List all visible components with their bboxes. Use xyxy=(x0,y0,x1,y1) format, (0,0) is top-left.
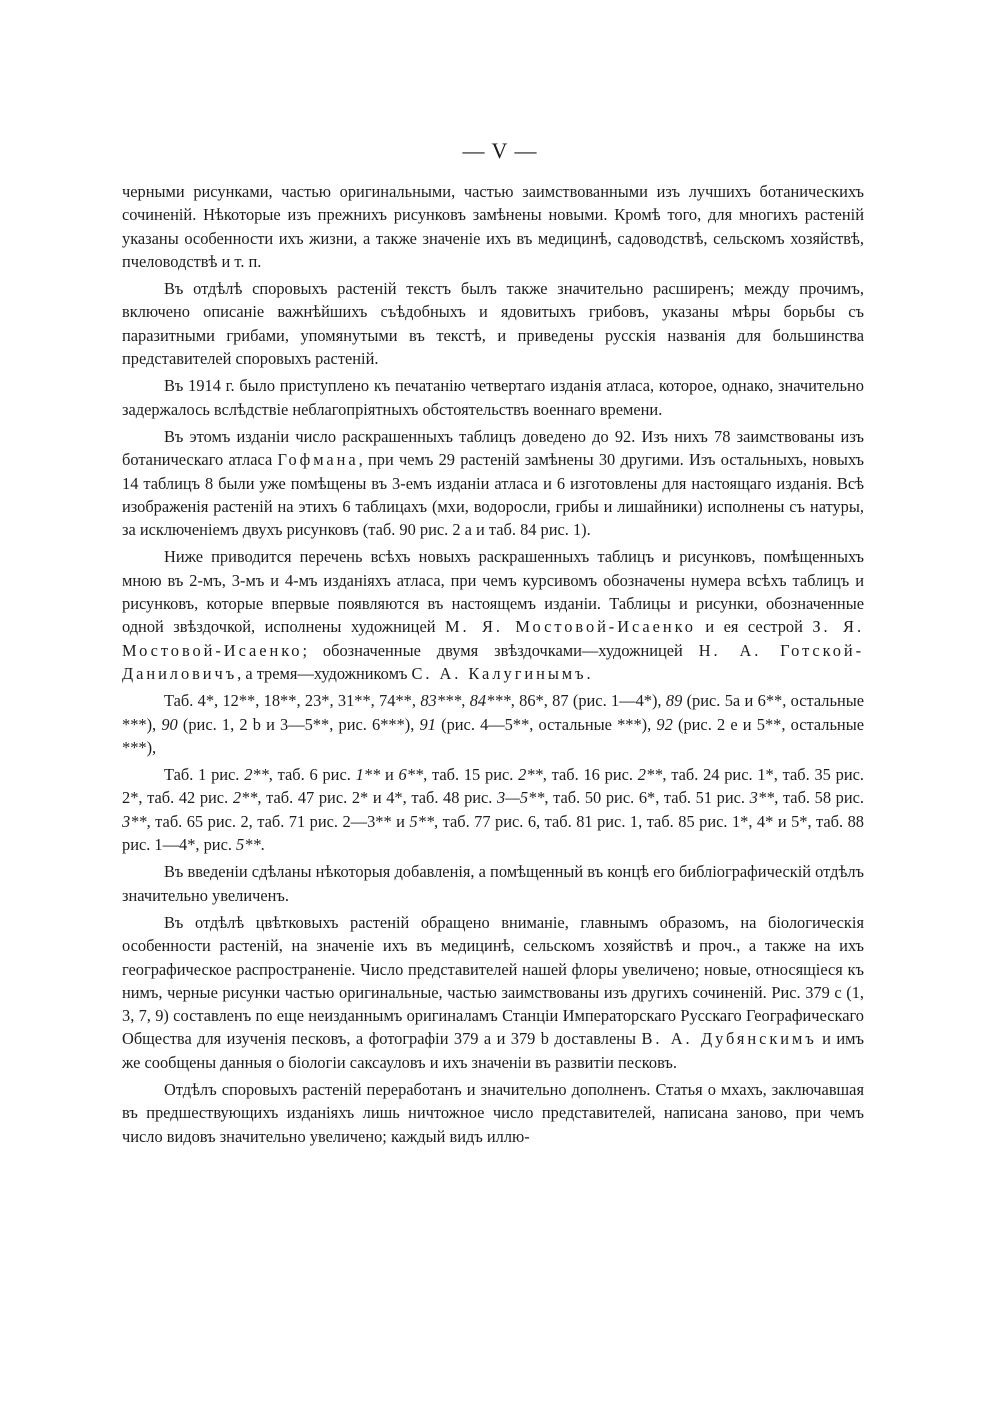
italic-run: 1** xyxy=(355,765,381,785)
text-run: , а тремя—художникомъ xyxy=(237,663,412,683)
spaced-name: Н. А. Готской-Даниловичъ xyxy=(122,640,864,683)
spaced-name: З. Я. Мостовой-Исаенко xyxy=(122,617,864,660)
italic-run: 3** xyxy=(122,811,147,831)
text-run: , xyxy=(461,691,470,711)
text-run: Въ этомъ изданіи число раскрашенныхъ таблицъ доведено до 92. Изъ нихъ 78 заимствованы изъ ботаническаго атласа xyxy=(122,426,864,470)
text-run: , при чемъ 29 растеній замѣнены 30 другими. Изъ остальныхъ, новыхъ 14 таблицъ 8 были уже помѣщены въ 3-емъ изданіи атласа и 6 изготовлены для настоящаго изданія. Всѣ изображенія растеній на этихъ 6 таблицахъ (мхи, водоросли, грибы и лишайники) исполнены съ натуры, за исключеніемъ двухъ рисунковъ (таб. 90 рис. 2 а и таб. 84 рис. 1). xyxy=(122,450,864,540)
italic-run: 89 xyxy=(665,691,683,711)
italic-run: 2** xyxy=(232,788,258,808)
paragraph-3: Въ 1914 г. было приступлено къ печатанію четвертаго изданія атласа, которое, однако, значительно задержалось вслѣдствіе неблагопріятныхъ обстоятельствъ военнаго времени. xyxy=(122,376,864,419)
text-run: и xyxy=(380,765,399,785)
italic-run: 3—5** xyxy=(497,788,545,808)
page-number: — V — xyxy=(462,138,538,163)
italic-run: 3** xyxy=(749,788,775,808)
text-run: . xyxy=(586,663,591,683)
text-run: (рис. 1, 2 b и 3—5**, рис. 6***), xyxy=(177,714,420,734)
text-run: , 86*, 87 (рис. 1—4*), xyxy=(510,691,666,711)
text-run: , таб. 65 рис. 2, таб. 71 рис. 2—3** и xyxy=(146,811,410,831)
paragraph-7 xyxy=(122,763,864,856)
spaced-name: М. Я. Мостовой-Исаенко xyxy=(445,617,696,637)
italic-run: 84*** xyxy=(469,691,511,711)
paragraph-10: Отдѣлъ споровыхъ растеній переработанъ и значительно дополненъ. Статья о мхахъ, заключавшая въ предшествующихъ изданіяхъ лишь ничтожное число представителей, написана заново, при чемъ число видовъ значительно увеличено; каждый видъ иллю- xyxy=(122,1079,864,1146)
text-run: , таб. 47 рис. 2* и 4*, таб. 48 рис. xyxy=(257,788,498,808)
body-text xyxy=(122,180,864,1152)
text-run: , таб. 15 рис. xyxy=(423,765,519,785)
paragraph-2: Въ отдѣлѣ споровыхъ растеній текстъ былъ также значительно расширенъ; между прочимъ, включено описаніе важнѣйшихъ съѣдобныхъ и ядовитыхъ грибовъ, указаны мѣры борьбы съ паразитными грибами, упомянутыми въ текстѣ, и приведены русскія названія для большинства представителей споровыхъ растеній. xyxy=(122,279,864,369)
spaced-name: С. А. Калугинымъ xyxy=(411,663,587,683)
paragraph-9 xyxy=(122,911,864,1074)
paragraph-4 xyxy=(122,425,864,541)
text-run: ; обозначенные двумя звѣздочками—художницей xyxy=(302,640,699,660)
italic-run: 2** xyxy=(244,765,269,785)
text-run: (рис. 2 е и 5**, остальные ***), xyxy=(122,714,864,757)
italic-run: 83*** xyxy=(420,691,462,711)
italic-run: 2** xyxy=(637,765,663,785)
text-run: Въ отдѣлѣ цвѣтковыхъ растеній обращено вниманіе, главнымъ образомъ, на біологическія особенности растеній, на значеніе ихъ въ медицинѣ, сельскомъ хозяйствѣ и проч., а также на ихъ географическое распространеніе. Число представителей нашей флоры увеличено; новые, относящіеся къ нимъ, черные рисунки частью оригинальные, частью заимствованы изъ другихъ сочиненій. Рис. 379 с (1, 3, 7, 9) составленъ по еще неизданнымъ оригиналамъ Станціи Императорскаго Русскаго Географическаго Общества для изученія песковъ, а фотографіи 379 а и 379 b доставлены xyxy=(122,912,864,1049)
italic-run: 91 xyxy=(419,714,436,734)
text-run: и ея сестрой xyxy=(695,617,813,637)
text-run: и имъ же сообщены данныя о біологіи саксауловъ и ихъ значеніи въ развитіи песковъ. xyxy=(122,1029,864,1072)
paragraph-5 xyxy=(122,545,864,685)
text-run: , таб. 24 рис. 1*, таб. 35 рис. 2*, таб. 42 рис. xyxy=(122,765,864,808)
text-run: (рис. 5а и 6**, остальные ***), xyxy=(122,691,865,734)
paragraph-6 xyxy=(122,689,864,759)
text-run: , таб. 58 рис. xyxy=(774,788,865,808)
text-run: Ниже приводится перечень всѣхъ новыхъ раскрашенныхъ таблицъ и рисунковъ, помѣщенныхъ мною въ 2-мъ, 3-мъ и 4-мъ изданіяхъ атласа, при чемъ курсивомъ обозначены нумера всѣхъ таблицъ и рисунковъ, которые впервые появляются въ настоящемъ изданіи. Таблицы и рисунки, обозначенные одной звѣздочкой, исполнены художницей xyxy=(122,547,864,637)
italic-run: 2** xyxy=(518,765,543,785)
italic-run: 5** xyxy=(236,835,261,855)
spaced-name: В. А. Дубянскимъ xyxy=(641,1029,817,1049)
paragraph-1: черными рисунками, частью оригинальными, частью заимствованными изъ лучшихъ ботаническихъ сочиненій. Нѣкоторые изъ прежнихъ рисунковъ замѣнены новыми. Кромѣ того, для многихъ растеній указаны особенности ихъ жизни, а также значеніе ихъ въ медицинѣ, садоводствѣ, сельскомъ хозяйствѣ, пчеловодствѣ и т. п. xyxy=(122,182,864,271)
spaced-name: Гофмана xyxy=(277,450,359,470)
text-run: . xyxy=(260,835,265,855)
paragraph-8: Въ введеніи сдѣланы нѣкоторыя добавленія, а помѣщенный въ концѣ его библіографическій отдѣлъ значительно увеличенъ. xyxy=(122,862,864,905)
text-run: , таб. 77 рис. 6, таб. 81 рис. 1, таб. 85 рис. 1*, 4* и 5*, таб. 88 рис. 1—4*, рис. xyxy=(122,811,865,855)
text-run: Таб. 1 рис. xyxy=(164,765,245,785)
italic-run: 92 xyxy=(656,714,673,734)
italic-run: 90 xyxy=(161,714,178,734)
italic-run: 5** xyxy=(409,811,435,831)
italic-run: 6** xyxy=(398,765,424,785)
text-run: (рис. 4—5**, остальные ***), xyxy=(435,714,657,734)
text-run: , таб. 50 рис. 6*, таб. 51 рис. xyxy=(544,788,750,808)
text-run: Таб. 4*, 12**, 18**, 23*, 31**, 74**, xyxy=(164,691,421,711)
text-run: , таб. 6 рис. xyxy=(268,765,356,785)
text-run: , таб. 16 рис. xyxy=(542,765,638,785)
